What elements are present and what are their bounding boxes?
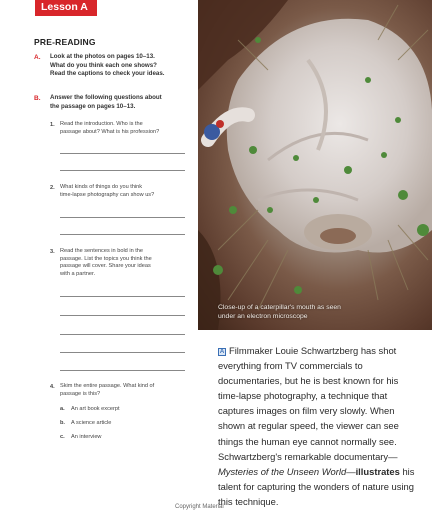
answer-line[interactable]: [60, 296, 185, 297]
answer-line[interactable]: [60, 170, 185, 171]
question-b-letter: B.: [34, 95, 41, 102]
question-a-text: [50, 53, 200, 79]
answer-line[interactable]: [60, 370, 185, 371]
answer-line[interactable]: [60, 217, 185, 218]
passage-paragraph: [218, 343, 418, 509]
answer-line[interactable]: [60, 234, 185, 235]
caterpillar-illustration: [198, 0, 432, 330]
vocabulary-word: illustrates: [355, 465, 400, 477]
subquestion-3-line4: with a partner.: [60, 270, 96, 277]
lesson-tab: Lesson A: [35, 0, 97, 16]
answer-line[interactable]: [60, 334, 185, 335]
subquestion-1-line2: passage about? What is his profession?: [60, 128, 160, 135]
subquestion-4-line1: Skim the entire passage. What kind of: [60, 383, 155, 389]
option-b-text[interactable]: A science article: [71, 420, 112, 426]
answer-line[interactable]: [60, 153, 185, 154]
left-column: [0, 0, 198, 512]
copyright-footer: Copyright Material: [175, 504, 224, 510]
question-a-letter: A.: [34, 54, 41, 61]
photo-caption-line1: Close-up of a caterpillar's mouth as seen: [218, 304, 341, 311]
passage-dash: —: [346, 465, 356, 477]
subquestion-4-number: 4.: [50, 384, 55, 390]
question-a-line3: Read the captions to check your ideas.: [50, 70, 165, 78]
subquestion-1-number: 1.: [50, 122, 55, 128]
question-a-line1: Look at the photos on pages 10–13.: [50, 53, 155, 60]
subquestion-1-text: [60, 121, 190, 136]
option-c-letter: c.: [60, 434, 65, 440]
passage-part2: his talent for capturing the wonders of nature using this technique.: [218, 465, 415, 507]
question-b-text: [50, 94, 200, 111]
option-a-letter: a.: [60, 406, 65, 412]
photo-caption: [218, 304, 398, 321]
subquestion-3-number: 3.: [50, 249, 55, 255]
paragraph-marker-icon: A: [219, 349, 225, 355]
answer-line[interactable]: [60, 352, 185, 353]
subquestion-3-line3: passage will cover. Share your ideas: [60, 263, 151, 269]
question-a-line2: What do you think each one shows?: [50, 61, 157, 69]
subquestion-3-line1: Read the sentences in bold in the: [60, 248, 144, 254]
subquestion-2-number: 2.: [50, 185, 55, 191]
caterpillar-photo: [198, 0, 432, 330]
subquestion-2-text: [60, 184, 190, 199]
subquestion-3-text: [60, 248, 190, 278]
option-c-text[interactable]: An interview: [71, 434, 102, 440]
question-b-line2: the passage on pages 10–13.: [50, 102, 136, 110]
subquestion-3-line2: passage. List the topics you think the: [60, 255, 152, 262]
subquestion-2-line2: time-lapse photography can show us?: [60, 191, 155, 198]
passage-part1: Filmmaker Louie Schwartzberg has shot everything from TV commercials to documentaries, but he is best known for his time-lapse photography, a technique that captures images on film very slowly. When shown at regular speed, the viewer can see things the human eye cannot normally see. Schwartzberg's remarkable documentary—: [218, 345, 399, 462]
option-b-letter: b.: [60, 420, 65, 426]
answer-line[interactable]: [60, 315, 185, 316]
section-title: PRE-READING: [34, 37, 96, 47]
documentary-title: Mysteries of the Unseen World: [218, 465, 347, 477]
question-b-line1: Answer the following questions about: [50, 94, 162, 101]
subquestion-2-line1: What kinds of things do you think: [60, 184, 143, 190]
subquestion-4-line2: passage is this?: [60, 390, 101, 397]
subquestion-4-text: [60, 383, 190, 398]
option-a-text[interactable]: An art book excerpt: [71, 406, 120, 412]
subquestion-1-line1: Read the introduction. Who is the: [60, 121, 143, 127]
photo-caption-line2: under an electron microscope: [218, 312, 308, 320]
